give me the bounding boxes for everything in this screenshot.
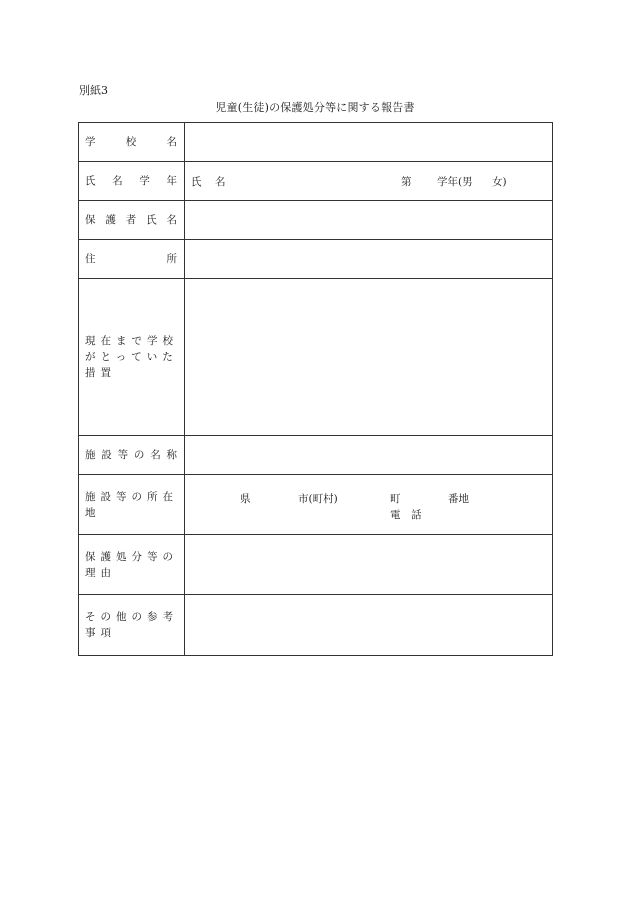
name-prefix-char: 名	[215, 176, 226, 188]
label-text: 現在まで学校がとっていた措置	[85, 335, 178, 379]
city-label: 市(町村)	[298, 493, 338, 505]
label-char: 学	[85, 136, 96, 148]
row-reason	[79, 535, 553, 595]
grade-suffix: 学年(男	[437, 176, 473, 188]
label-char: 所	[166, 253, 177, 265]
row-school-measures	[79, 279, 553, 436]
attachment-label: 別紙3	[79, 84, 108, 97]
field-name-grade[interactable]	[185, 162, 553, 201]
label-facility-location	[79, 475, 185, 535]
label-facility-name	[79, 436, 185, 475]
label-char: 氏	[85, 175, 96, 187]
label-char: 名	[166, 136, 177, 148]
label-char: 学	[139, 175, 150, 187]
label-char: 施	[85, 449, 96, 461]
row-facility-name	[79, 436, 553, 475]
label-char: 者	[125, 214, 137, 226]
field-guardian-name[interactable]	[185, 201, 553, 240]
label-char: 年	[166, 175, 177, 187]
label-text: その他の参考事項	[85, 611, 178, 639]
row-facility-location	[79, 475, 553, 535]
label-text: 施設等の所在地	[85, 490, 178, 519]
label-char: 設	[101, 449, 112, 461]
row-other-notes	[79, 595, 553, 656]
label-char: 保	[85, 214, 96, 226]
row-name-grade	[79, 162, 553, 201]
sex-female: 女)	[492, 176, 507, 188]
label-school-measures	[79, 279, 185, 436]
label-char: の	[133, 449, 145, 461]
label-char: 氏	[146, 214, 157, 226]
label-guardian-name	[79, 201, 185, 240]
row-school-name	[79, 123, 553, 162]
field-facility-name[interactable]	[185, 436, 553, 475]
name-prefix-char: 氏	[191, 176, 202, 188]
field-school-measures[interactable]	[185, 279, 553, 436]
label-char: 等	[117, 449, 129, 461]
label-char: 住	[85, 253, 96, 265]
grade-prefix: 第	[401, 176, 412, 188]
field-reason[interactable]	[185, 535, 553, 595]
row-guardian-name	[79, 201, 553, 240]
label-char: 称	[166, 449, 177, 461]
label-address	[79, 240, 185, 279]
label-char: 名	[150, 449, 161, 461]
label-char: 護	[105, 214, 116, 226]
row-address	[79, 240, 553, 279]
field-school-name[interactable]	[185, 123, 553, 162]
banchi-label: 番地	[448, 493, 469, 505]
label-text: 保護処分等の理由	[85, 550, 178, 579]
page-title: 児童(生徒)の保護処分等に関する報告書	[215, 101, 415, 114]
label-other-notes	[79, 595, 185, 656]
report-form-table	[78, 122, 553, 656]
phone-label: 電 話	[390, 509, 422, 521]
field-facility-location[interactable]	[185, 475, 553, 535]
label-char: 名	[112, 175, 123, 187]
label-char: 校	[125, 136, 137, 148]
field-other-notes[interactable]	[185, 595, 553, 656]
prefecture-label: 県	[240, 493, 251, 505]
label-reason	[79, 535, 185, 595]
label-school-name	[79, 123, 185, 162]
field-address[interactable]	[185, 240, 553, 279]
town-label: 町	[390, 493, 401, 505]
label-char: 名	[166, 214, 177, 226]
label-name-grade	[79, 162, 185, 201]
